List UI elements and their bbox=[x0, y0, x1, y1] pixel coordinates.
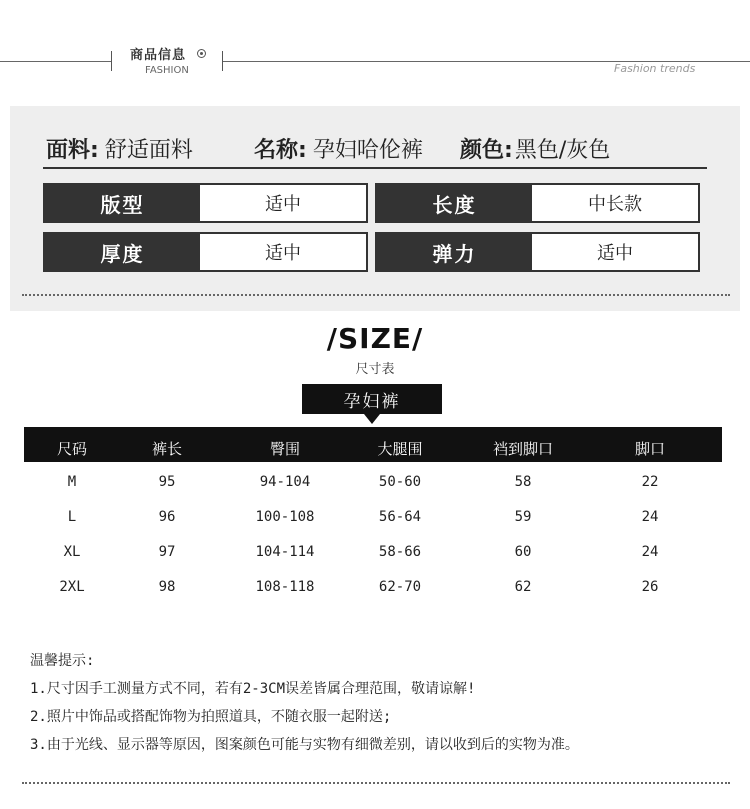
header-line-left bbox=[0, 61, 112, 62]
target-dot-icon bbox=[197, 49, 206, 58]
product-tag: 孕妇裤 bbox=[302, 384, 442, 414]
header-tick-left bbox=[111, 51, 112, 71]
table-cell: 59 bbox=[514, 509, 532, 525]
attr-fit bbox=[43, 183, 368, 223]
color-info bbox=[460, 133, 610, 164]
size-title: /SIZE/ bbox=[326, 322, 424, 355]
table-cell: M bbox=[67, 474, 77, 490]
table-cell: 60 bbox=[514, 544, 532, 560]
table-cell: 98 bbox=[158, 579, 176, 595]
note-line-3: 3.由于光线、显示器等原因，图案颜色可能与实物有细微差别，请以收到后的实物为准。 bbox=[30, 737, 579, 753]
note-line-2: 2.照片中饰品或搭配饰物为拍照道具，不随衣服一起附送; bbox=[30, 709, 392, 725]
table-cell: 62 bbox=[514, 579, 532, 595]
table-header-cell: 脚口 bbox=[634, 440, 665, 458]
table-cell: 22 bbox=[641, 474, 659, 490]
section-subtitle: FASHION bbox=[145, 65, 189, 76]
attr-length-value: 中长款 bbox=[588, 194, 642, 215]
table-cell: 56-64 bbox=[378, 509, 422, 525]
table-cell: 97 bbox=[158, 544, 176, 560]
attr-thickness bbox=[43, 232, 368, 272]
attr-thickness-value: 适中 bbox=[265, 243, 301, 264]
attr-length bbox=[375, 183, 700, 223]
table-header-cell: 臀围 bbox=[269, 440, 300, 458]
name-value: 孕妇哈伦裤 bbox=[312, 138, 423, 163]
tag-arrow-icon bbox=[364, 414, 380, 424]
attr-fit-value: 适中 bbox=[265, 194, 301, 215]
material-key: 面料: bbox=[46, 138, 99, 163]
table-header-cell: 裆到脚口 bbox=[492, 440, 553, 458]
table-cell: 26 bbox=[641, 579, 659, 595]
size-subtitle: 尺寸表 bbox=[355, 362, 395, 377]
table-header-cell: 大腿围 bbox=[377, 440, 423, 458]
table-cell: 24 bbox=[641, 509, 659, 525]
section-title: 商品信息 bbox=[130, 48, 187, 63]
dotted-divider-bottom bbox=[22, 782, 730, 784]
material-value: 舒适面料 bbox=[104, 138, 193, 163]
table-cell: 104-114 bbox=[255, 544, 315, 560]
table-cell: L bbox=[67, 509, 77, 525]
table-cell: 50-60 bbox=[378, 474, 422, 490]
table-cell: 108-118 bbox=[255, 579, 315, 595]
table-cell: 95 bbox=[158, 474, 176, 490]
table-header-cell: 裤长 bbox=[151, 440, 182, 458]
material-info bbox=[46, 133, 193, 164]
table-cell: 58 bbox=[514, 474, 532, 490]
dotted-divider-top bbox=[22, 294, 730, 296]
table-cell: 94-104 bbox=[259, 474, 311, 490]
table-cell: 58-66 bbox=[378, 544, 422, 560]
color-key: 颜色: bbox=[460, 138, 513, 163]
attr-fit-key: 版型 bbox=[45, 185, 200, 221]
note-line-1: 1.尺寸因手工测量方式不同，若有2-3CM误差皆属合理范围，敬请谅解! bbox=[30, 681, 476, 697]
attr-length-key: 长度 bbox=[377, 185, 532, 221]
attr-elasticity-value: 适中 bbox=[597, 243, 633, 264]
name-info bbox=[254, 133, 423, 164]
table-cell: 62-70 bbox=[378, 579, 422, 595]
table-cell: 24 bbox=[641, 544, 659, 560]
table-cell: XL bbox=[63, 544, 81, 560]
table-cell: 2XL bbox=[59, 579, 85, 595]
notes-title: 温馨提示: bbox=[30, 653, 95, 669]
table-header-cell: 尺码 bbox=[56, 440, 87, 458]
color-value: 黑色/灰色 bbox=[514, 138, 611, 163]
name-key: 名称: bbox=[254, 138, 307, 163]
table-cell: 96 bbox=[158, 509, 176, 525]
table-cell: 100-108 bbox=[255, 509, 315, 525]
attr-elasticity-key: 弹力 bbox=[377, 234, 532, 270]
info-divider bbox=[43, 167, 707, 169]
attr-thickness-key: 厚度 bbox=[45, 234, 200, 270]
attr-elasticity bbox=[375, 232, 700, 272]
fashion-trends-label: Fashion trends bbox=[614, 62, 696, 75]
